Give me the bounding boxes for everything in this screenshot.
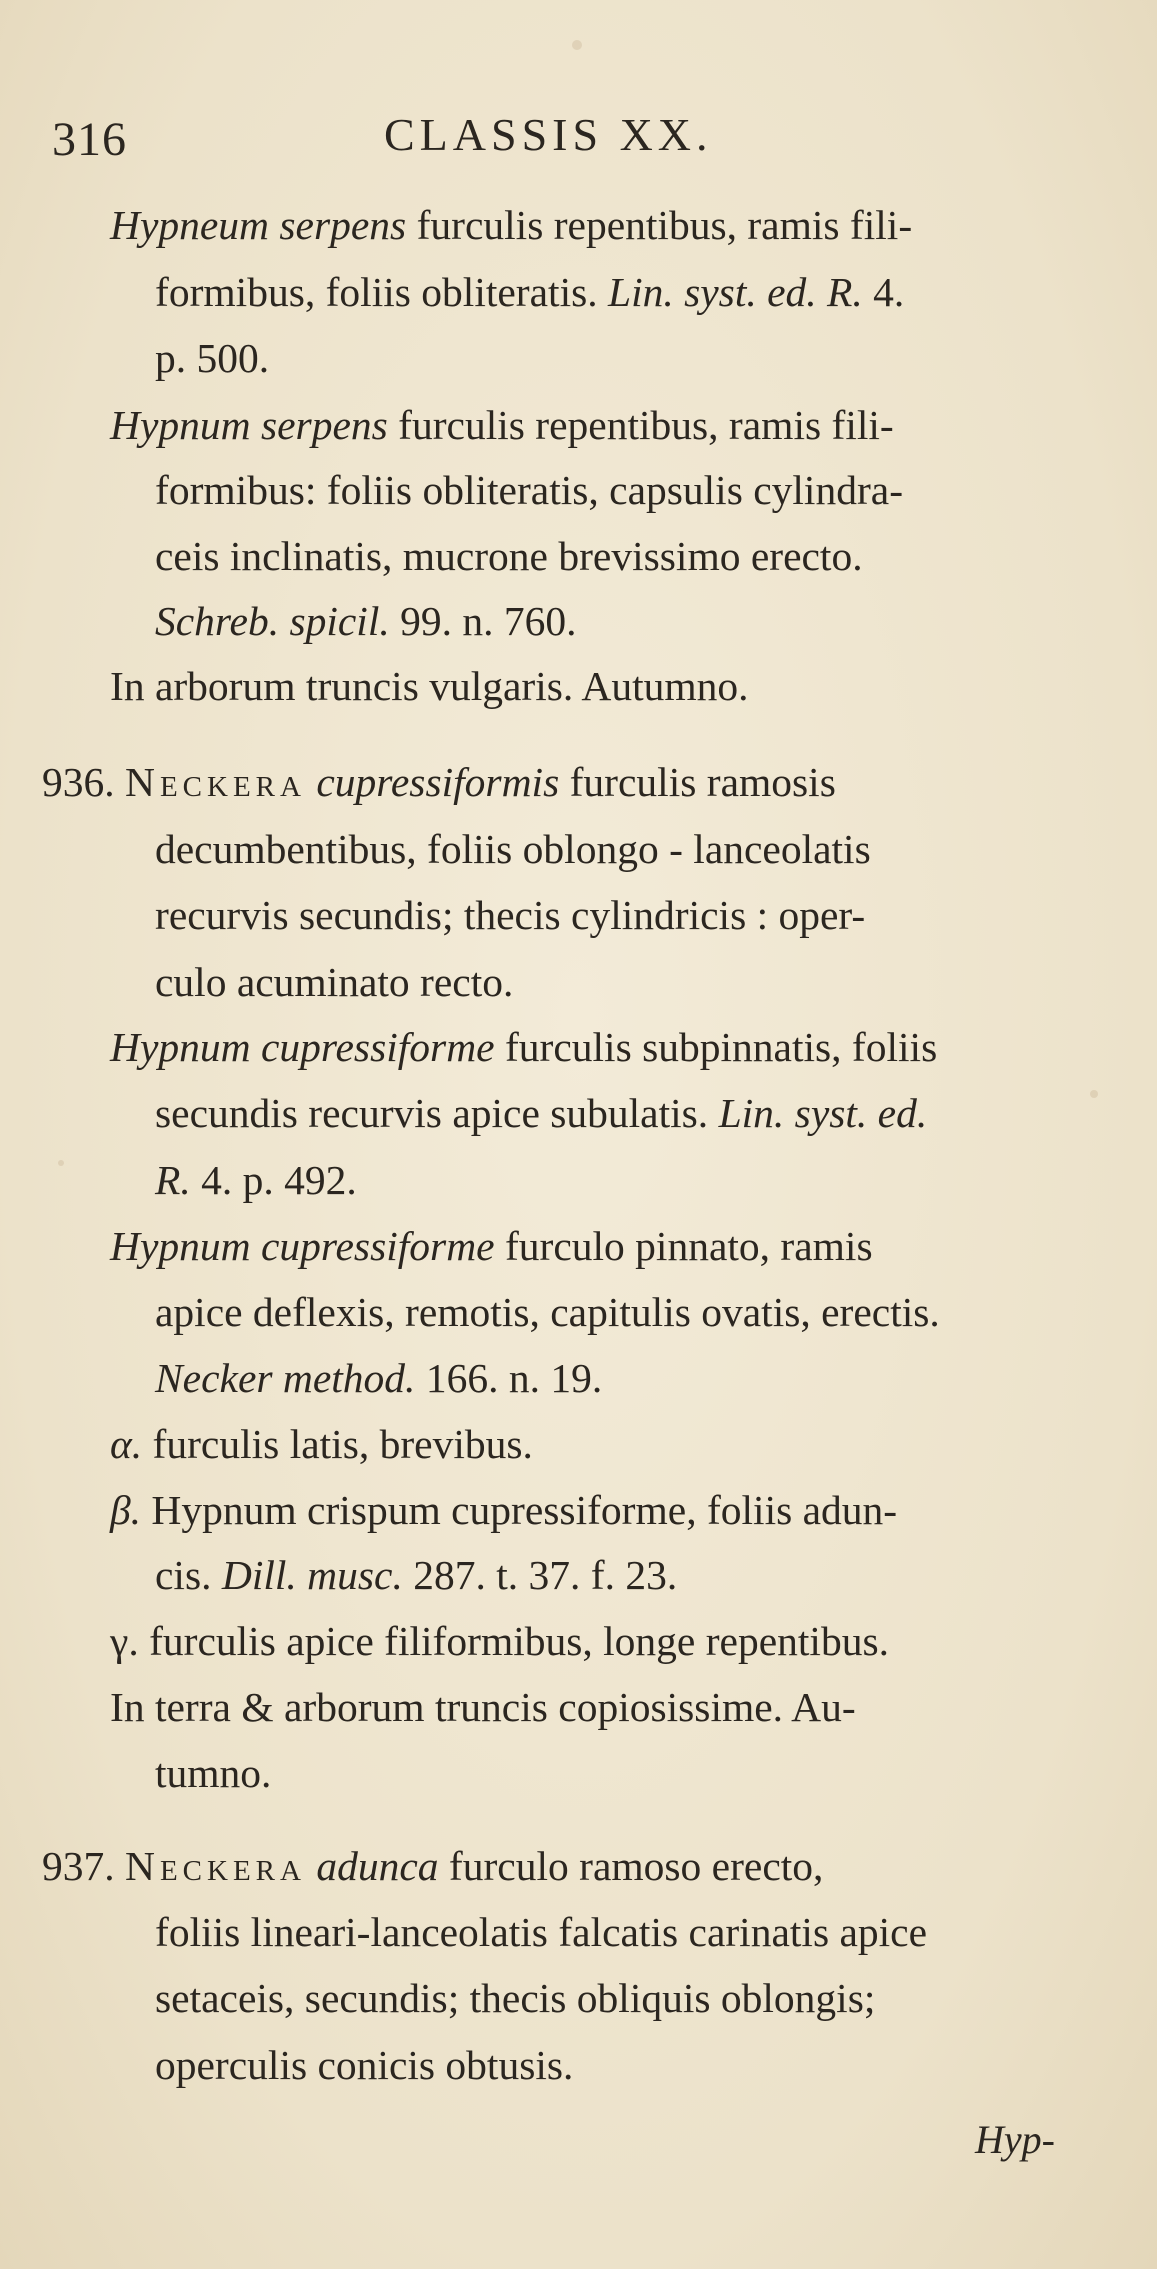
text-run: 287. t. 37. f. 23.: [402, 1552, 678, 1598]
text-line: [110, 202, 913, 248]
italic-run: Hypnum cupressiforme: [110, 1024, 495, 1070]
text-run: [306, 1843, 316, 1889]
small-caps-run: Neckera: [125, 1843, 306, 1889]
text-line: [155, 959, 514, 1005]
text-line: [155, 1289, 940, 1335]
italic-run: Dill. musc.: [221, 1552, 403, 1598]
text-run: 166. n. 19.: [415, 1355, 603, 1401]
text-run: apice deflexis, remotis, capitulis ovatis, erectis.: [155, 1289, 940, 1335]
italic-run: Hypnum serpens: [110, 402, 388, 448]
text-line: [110, 663, 749, 709]
italic-run: α.: [110, 1421, 143, 1467]
text-run: In terra & arborum truncis copiosissime. Au-: [110, 1684, 856, 1730]
text-run: tumno.: [155, 1750, 272, 1796]
text-run: decumbentibus, foliis oblongo - lanceolatis: [155, 826, 871, 872]
text-run: Hypnum crispum cupressiforme, foliis adun-: [141, 1487, 898, 1533]
text-run: [306, 759, 316, 805]
text-run: setaceis, secundis; thecis obliquis oblongis;: [155, 1975, 876, 2021]
text-line: [155, 467, 904, 513]
text-run: furculis repentibus, ramis fili-: [406, 202, 913, 248]
italic-run: R.: [155, 1157, 191, 1203]
text-line: [155, 335, 270, 381]
paper-spot: [572, 40, 582, 50]
page-header: [0, 108, 1157, 178]
paper-spot: [1090, 1090, 1098, 1098]
text-run: furculo ramoso erecto,: [438, 1843, 824, 1889]
text-run: operculis conicis obtusis.: [155, 2042, 574, 2088]
italic-run: β.: [110, 1487, 142, 1533]
running-head: CLASSIS XX.: [384, 109, 713, 160]
text-line: [155, 1909, 928, 1955]
text-line: [110, 1618, 889, 1664]
text-run: furculo pinnato, ramis: [494, 1223, 873, 1269]
text-line: [110, 1684, 856, 1730]
text-run: p. 500.: [155, 335, 270, 381]
text-line: [155, 1552, 678, 1598]
text-line: [155, 826, 871, 872]
text-line: [110, 1487, 898, 1533]
italic-run: adunca: [316, 1843, 439, 1889]
text-run: furculis latis, brevibus.: [142, 1421, 533, 1467]
italic-run: Schreb. spicil.: [155, 598, 390, 644]
text-run: furculis subpinnatis, foliis: [494, 1024, 938, 1070]
paper-spot: [58, 1160, 64, 1166]
text-run: formibus, foliis obliteratis.: [155, 269, 608, 315]
text-run: furculis repentibus, ramis fili-: [387, 402, 894, 448]
text-line: [110, 1223, 873, 1269]
text-run: ceis inclinatis, mucrone brevissimo erecto.: [155, 533, 863, 579]
text-run: 936.: [42, 759, 125, 805]
italic-run: Lin. syst. ed. R.: [608, 269, 863, 315]
text-run: furculis ramosis: [559, 759, 836, 805]
text-run: γ. furculis apice filiformibus, longe repentibus.: [110, 1618, 889, 1664]
text-line: [110, 1421, 533, 1467]
page-number: 316: [52, 113, 127, 166]
text-line: [110, 402, 894, 448]
text-line: [155, 1750, 272, 1796]
text-line: [110, 1024, 938, 1070]
text-line: [155, 1975, 876, 2021]
italic-run: Hypnum cupressiforme: [110, 1223, 495, 1269]
text-run: 4. p. 492.: [190, 1157, 357, 1203]
text-run: secundis recurvis apice subulatis.: [155, 1090, 719, 1136]
text-line: [155, 533, 863, 579]
text-line: [155, 1157, 357, 1203]
small-caps-run: Neckera: [125, 759, 306, 805]
text-run: formibus: foliis obliteratis, capsulis cylindra-: [155, 467, 904, 513]
text-line: [155, 598, 577, 644]
text-run: 4.: [862, 269, 905, 315]
text-run: In arborum truncis vulgaris. Autumno.: [110, 663, 749, 709]
text-line: [155, 892, 866, 938]
italic-run: Hypneum serpens: [110, 202, 407, 248]
entry-line: [42, 759, 836, 805]
text-run: cis.: [155, 1552, 222, 1598]
text-run: culo acuminato recto.: [155, 959, 514, 1005]
italic-run: cupressiformis: [316, 759, 560, 805]
text-line: [155, 1090, 928, 1136]
italic-run: Lin. syst. ed.: [718, 1090, 928, 1136]
text-run: recurvis secundis; thecis cylindricis : oper-: [155, 892, 866, 938]
text-line: [155, 2042, 574, 2088]
text-run: foliis lineari-lanceolatis falcatis carinatis apice: [155, 1909, 928, 1955]
catchword: Hyp-: [975, 2117, 1055, 2162]
text-line: [155, 1355, 603, 1401]
italic-run: Necker method.: [155, 1355, 416, 1401]
text-run: 937.: [42, 1843, 125, 1889]
text-run: 99. n. 760.: [389, 598, 577, 644]
entry-line: [42, 1843, 824, 1889]
text-line: [155, 269, 905, 315]
